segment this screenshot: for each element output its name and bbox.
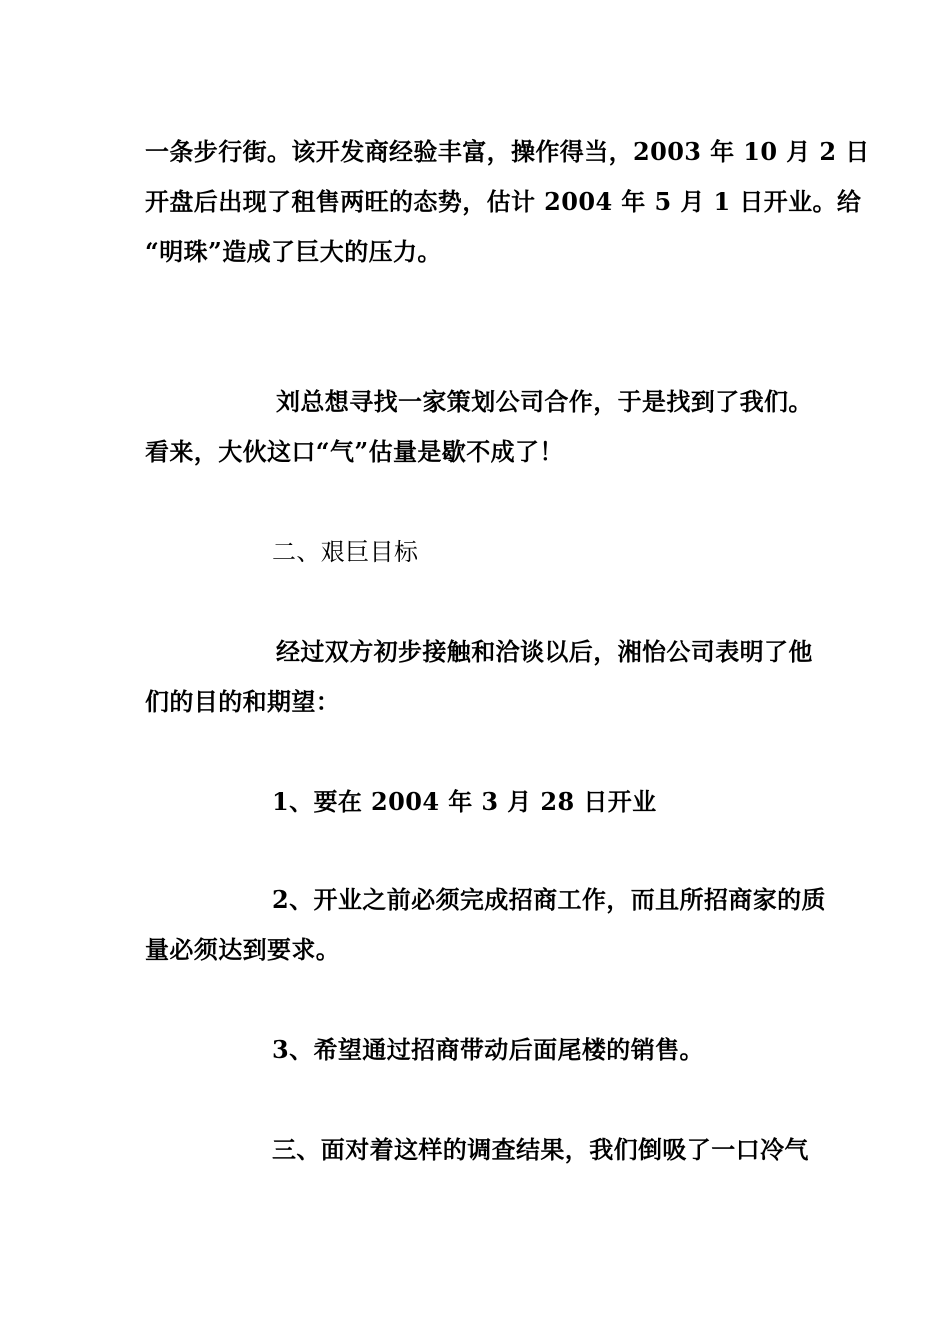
text-line: 一条步行街。该开发商经验丰富，操作得当，2003 年 10 月 2 日	[145, 137, 870, 166]
text-line: 看来，大伙这口“气”估量是歇不成了！	[145, 437, 564, 466]
text-line: 量必须达到要求。	[145, 935, 341, 964]
text-line: 经过双方初步接触和洽谈以后，湘怡公司表明了他	[276, 637, 813, 666]
text-line: 1、要在 2004 年 3 月 28 日开业	[272, 787, 657, 816]
text-line: 们的目的和期望：	[145, 687, 341, 716]
text-line: “明珠”造成了巨大的压力。	[145, 237, 442, 266]
text-line: 3、希望通过招商带动后面尾楼的销售。	[272, 1035, 704, 1064]
text-line: 开盘后出现了租售两旺的态势，估计 2004 年 5 月 1 日开业。给	[145, 187, 862, 216]
text-line: 2、开业之前必须完成招商工作，而且所招商家的质	[272, 885, 826, 914]
heading-text: 三、面对着这样的调查结果，我们倒吸了一口冷气	[272, 1135, 809, 1164]
text-line: 刘总想寻找一家策划公司合作，于是找到了我们。	[276, 387, 813, 416]
heading-text: 二、艰巨目标	[272, 538, 419, 566]
